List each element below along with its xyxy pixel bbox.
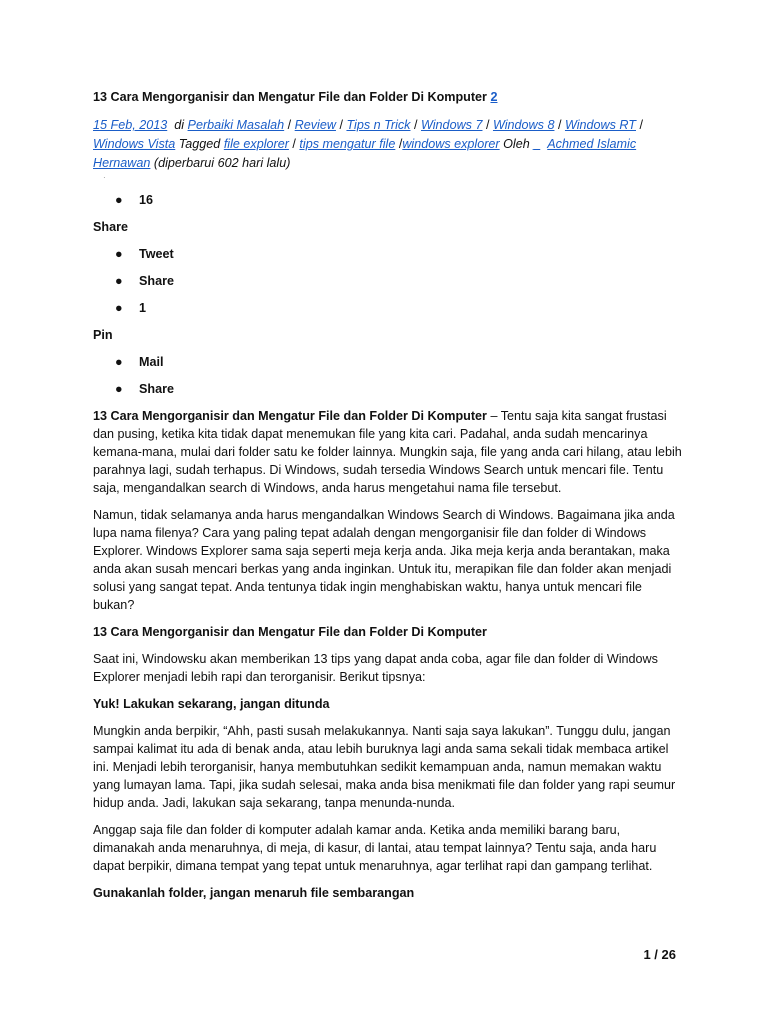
share-list-3 — [93, 353, 683, 407]
paragraph-4: Mungkin anda berpikir, “Ahh, pasti susah melakukannya. Nanti saja saya lakukan”. Tunggu dulu, jangan sampai kalimat itu ada di benak anda, atau lebih buruknya lagi anda sama sekali tidak membaca artikel ini. Menjadi lebih terorganisir, hanya membutuhkan sedikit kemampuan anda, namun memakan waktu yang lumayan lama. Tapi, jika sudah selesai, maka anda bisa menikmati file dan folder yang rapi seumur hidup anda. Jadi, lakukan saja sekarang, tanpa menunda-nunda. — [93, 724, 676, 810]
by-text: Oleh — [503, 137, 530, 151]
share-count: 16 — [139, 193, 154, 207]
tag-link-tips-mengatur[interactable]: tips mengatur file — [299, 137, 396, 151]
separator-dot: · — [103, 173, 106, 182]
title-text: 13 Cara Mengorganisir dan Mengatur File dan Folder Di Komputer — [93, 90, 487, 104]
paragraph-3: Saat ini, Windowsku akan memberikan 13 tips yang dapat anda coba, agar file dan folder di Windows Explorer menjadi lebih rapi dan terorganisir. Berikut tipsnya: — [93, 652, 658, 684]
bullet-icon: ● — [115, 193, 123, 207]
bullet-icon: ● — [115, 301, 123, 315]
tagged-text: Tagged — [178, 137, 221, 151]
article-content — [93, 88, 683, 911]
intro-paragraph — [93, 407, 683, 497]
tag-link-windows-explorer[interactable]: windows explorer — [402, 137, 500, 151]
article-title — [93, 88, 683, 106]
pin-label: Pin — [93, 328, 113, 342]
author-link[interactable]: Achmed Islamic Hernawan — [93, 137, 637, 170]
category-link-vista[interactable]: Windows Vista — [93, 137, 176, 151]
list-item[interactable] — [93, 191, 683, 218]
underscore-link[interactable]: _ — [533, 137, 541, 151]
list-item[interactable] — [93, 353, 683, 380]
list-item[interactable] — [93, 380, 683, 407]
category-link-windowsrt[interactable]: Windows RT — [564, 118, 636, 132]
share-label: Share — [93, 220, 129, 234]
title-link[interactable]: 2 — [490, 90, 498, 104]
category-link-tips[interactable]: Tips n Trick — [346, 118, 411, 132]
share-list-1 — [93, 191, 683, 218]
list-item[interactable] — [93, 299, 683, 326]
list-item[interactable] — [93, 245, 683, 272]
bullet-icon: ● — [115, 274, 123, 288]
share-item-label: Share — [139, 274, 175, 288]
tag-link-file-explorer[interactable]: file explorer — [223, 137, 289, 151]
paragraph-5: Anggap saja file dan folder di komputer adalah kamar anda. Ketika anda memiliki barang baru, dimanakah anda menaruhnya, di meja, di kasur, di lantai, atau tempat lainnya? Tentu saja, anda haru dapat berpikir, dimana tempat yang tepat untuk menaruhnya, agar terlihat rapi dan gampang terlihat. — [93, 823, 657, 873]
section-heading-3: Gunakanlah folder, jangan menaruh file sembarangan — [93, 886, 415, 900]
mail-label: Mail — [139, 355, 164, 369]
updated-text: (diperbarui 602 hari lalu) — [153, 156, 291, 170]
article-meta: 15 Feb, 2013 di Perbaiki Masalah / Review / Tips n Trick / Windows 7 / Windows 8 / Windows RT / Windows Vista Tagged file explorer / tips mengatur file /windows explorer Oleh _ Achmed Islamic Hernawan (diperbarui 602 hari lalu) — [93, 118, 643, 170]
share-item-label-2: Share — [139, 382, 175, 396]
intro-rest: – Tentu saja kita sangat frustasi dan pusing, ketika kita tidak dapat menemukan file yang kita cari. Padahal, anda sudah mencarinya kemana-mana, mulai dari folder satu ke folder lainnya. Mungkin saja, file yang anda cari hilang, atau lebih parahnya lagi, sudah terhapus. Di Windows, sudah tersedia Windows Search untuk mencari file. Tentu saja, mengandalkan search di Windows, anda harus mengetahui nama file tersebut. — [93, 409, 682, 495]
date-link[interactable]: 15 Feb, 2013 — [93, 118, 168, 132]
section-heading-2: Yuk! Lakukan sekarang, jangan ditunda — [93, 697, 330, 711]
pin-count: 1 — [139, 301, 147, 315]
bullet-icon: ● — [115, 355, 123, 369]
in-text: di — [174, 118, 185, 132]
list-item[interactable] — [93, 272, 683, 299]
category-link-perbaiki[interactable]: Perbaiki Masalah — [187, 118, 285, 132]
bullet-icon: ● — [115, 382, 123, 396]
intro-bold: 13 Cara Mengorganisir dan Mengatur File dan Folder Di Komputer — [93, 409, 487, 423]
page-number: 1 / 26 — [643, 947, 676, 962]
section-heading-1: 13 Cara Mengorganisir dan Mengatur File dan Folder Di Komputer — [93, 625, 487, 639]
category-link-review[interactable]: Review — [294, 118, 336, 132]
category-link-windows8[interactable]: Windows 8 — [492, 118, 555, 132]
share-list-2 — [93, 245, 683, 326]
bullet-icon: ● — [115, 247, 123, 261]
category-link-windows7[interactable]: Windows 7 — [420, 118, 483, 132]
paragraph-2: Namun, tidak selamanya anda harus mengandalkan Windows Search di Windows. Bagaimana jika anda lupa nama filenya? Cara yang paling tepat adalah dengan mengorganisir file dan folder di Windows Explorer. Windows Explorer sama saja seperti meja kerja anda. Jika meja kerja anda berantakan, maka anda akan susah mencari berkas yang anda inginkan. Untuk itu, merapikan file dan folder akan menjadi solusi yang sangat tepat. Anda tentunya tidak ingin menghabiskan waktu, hanya untuk mencari file bukan? — [93, 508, 675, 612]
tweet-label: Tweet — [139, 247, 174, 261]
